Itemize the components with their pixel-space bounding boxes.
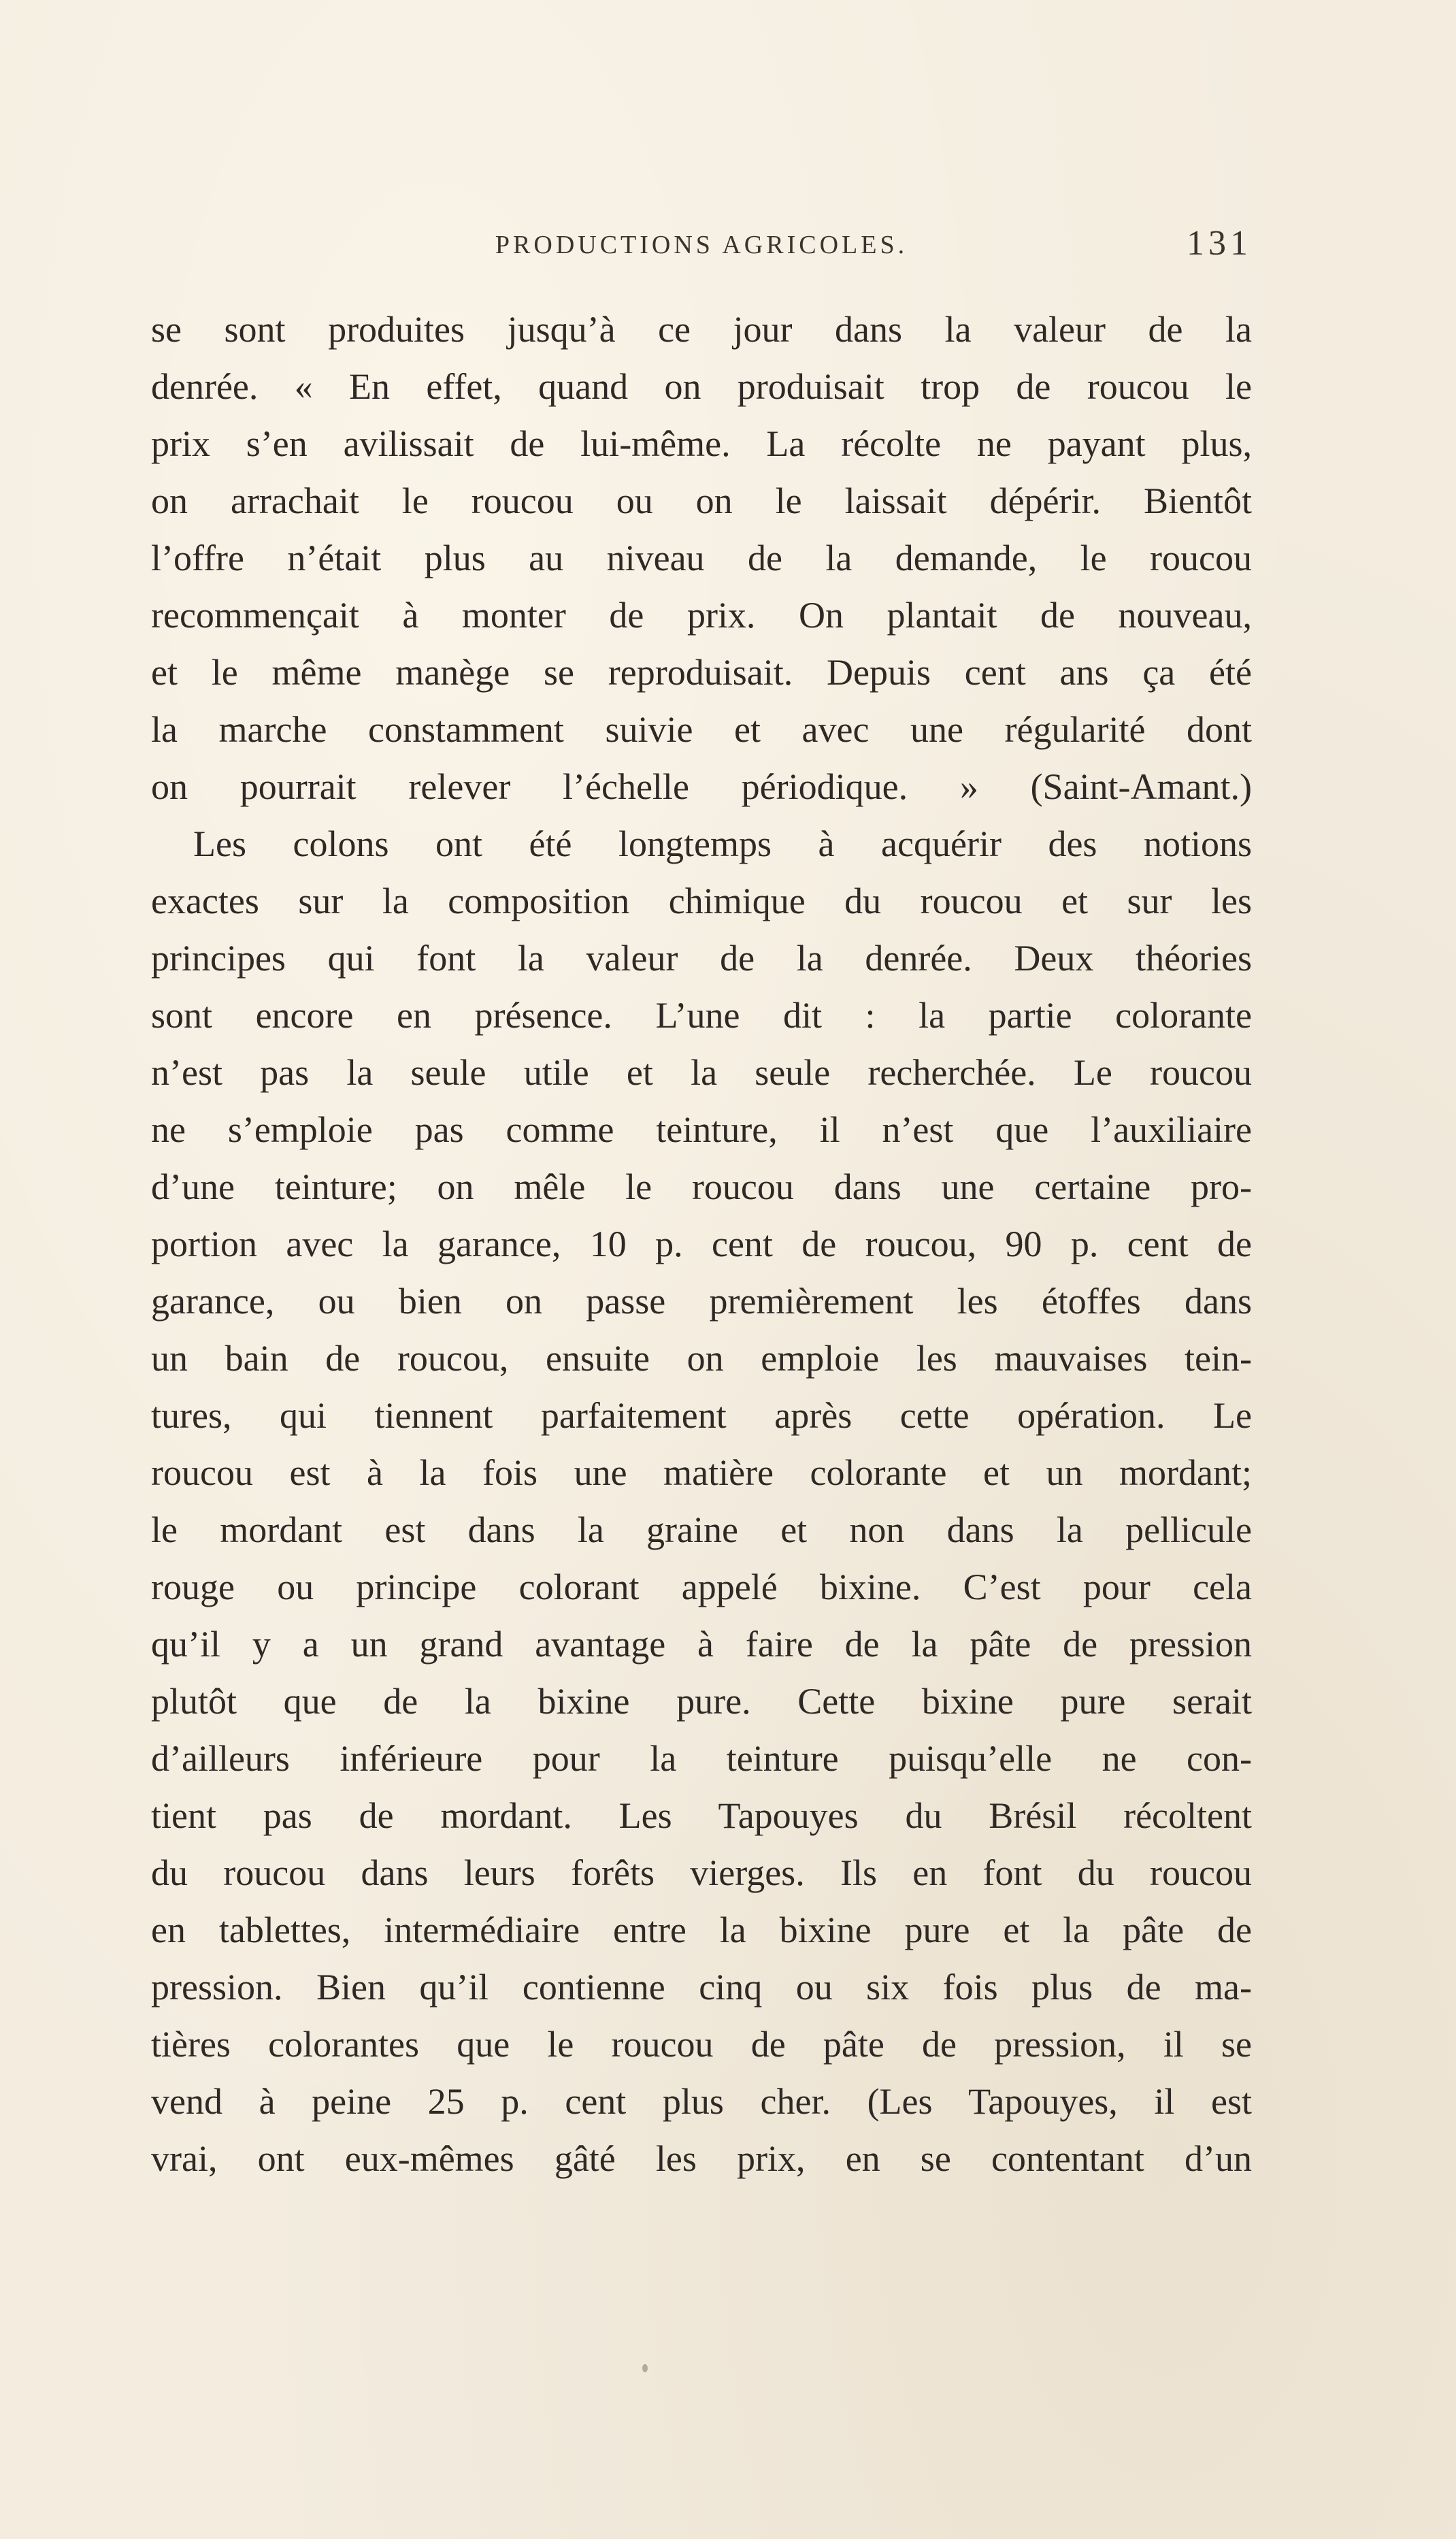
text-line: qu’il y a un grand avantage à faire de la pâte de pression: [151, 1624, 1252, 1665]
page-header: [151, 224, 1252, 271]
text-line: n’est pas la seule utile et la seule recherchée. Le roucou: [151, 1052, 1252, 1093]
text-line: vend à peine 25 p. cent plus cher. (Les Tapouyes, il est: [151, 2081, 1252, 2122]
text-line: se sont produites jusqu’à ce jour dans la valeur de la: [151, 309, 1252, 350]
text-line: et le même manège se reproduisait. Depuis cent ans ça été: [151, 652, 1252, 693]
body-text: [151, 301, 1252, 2187]
text-line: garance, ou bien on passe premièrement les étoffes dans: [151, 1281, 1252, 1322]
text-line: vrai, ont eux-mêmes gâté les prix, en se contentant d’un: [151, 2138, 1252, 2179]
text-line: d’une teinture; on mêle le roucou dans une certaine pro-: [151, 1166, 1252, 1207]
text-line: du roucou dans leurs forêts vierges. Ils en font du roucou: [151, 1852, 1252, 1893]
text-line: tient pas de mordant. Les Tapouyes du Brésil récoltent: [151, 1795, 1252, 1836]
text-line: roucou est à la fois une matière colorante et un mordant;: [151, 1452, 1252, 1493]
running-title: PRODUCTIONS AGRICOLES.: [495, 231, 908, 259]
text-line: tières colorantes que le roucou de pâte de pression, il se: [151, 2024, 1252, 2065]
paragraph-start-line: Les colons ont été longtemps à acquérir des notions: [193, 823, 1252, 864]
text-line: l’offre n’était plus au niveau de la demande, le roucou: [151, 538, 1252, 578]
text-line: un bain de roucou, ensuite on emploie les mauvaises tein-: [151, 1338, 1252, 1379]
text-line: prix s’en avilissait de lui-même. La récolte ne payant plus,: [151, 423, 1252, 464]
paper-speck: [642, 2364, 648, 2372]
text-line: d’ailleurs inférieure pour la teinture puisqu’elle ne con-: [151, 1738, 1252, 1779]
text-line: plutôt que de la bixine pure. Cette bixine pure serait: [151, 1681, 1252, 1722]
text-line: tures, qui tiennent parfaitement après cette opération. Le: [151, 1395, 1252, 1436]
text-line: rouge ou principe colorant appelé bixine. C’est pour cela: [151, 1567, 1252, 1607]
text-line: en tablettes, intermédiaire entre la bixine pure et la pâte de: [151, 1910, 1252, 1950]
page-number: 131: [1187, 224, 1252, 263]
text-line: la marche constamment suivie et avec une régularité dont: [151, 709, 1252, 750]
text-line: exactes sur la composition chimique du roucou et sur les: [151, 881, 1252, 921]
text-line: ne s’emploie pas comme teinture, il n’est que l’auxiliaire: [151, 1109, 1252, 1150]
text-line: on pourrait relever l’échelle périodique. » (Saint-Amant.): [151, 766, 1252, 807]
text-line: principes qui font la valeur de la denrée. Deux théories: [151, 938, 1252, 979]
text-line: portion avec la garance, 10 p. cent de roucou, 90 p. cent de: [151, 1224, 1252, 1264]
text-line: pression. Bien qu’il contienne cinq ou six fois plus de ma-: [151, 1967, 1252, 2008]
text-line: sont encore en présence. L’une dit : la partie colorante: [151, 995, 1252, 1036]
text-line: recommençait à monter de prix. On plantait de nouveau,: [151, 595, 1252, 636]
text-line: on arrachait le roucou ou on le laissait dépérir. Bientôt: [151, 480, 1252, 521]
text-line: le mordant est dans la graine et non dans la pellicule: [151, 1509, 1252, 1550]
text-line: denrée. « En effet, quand on produisait trop de roucou le: [151, 366, 1252, 407]
